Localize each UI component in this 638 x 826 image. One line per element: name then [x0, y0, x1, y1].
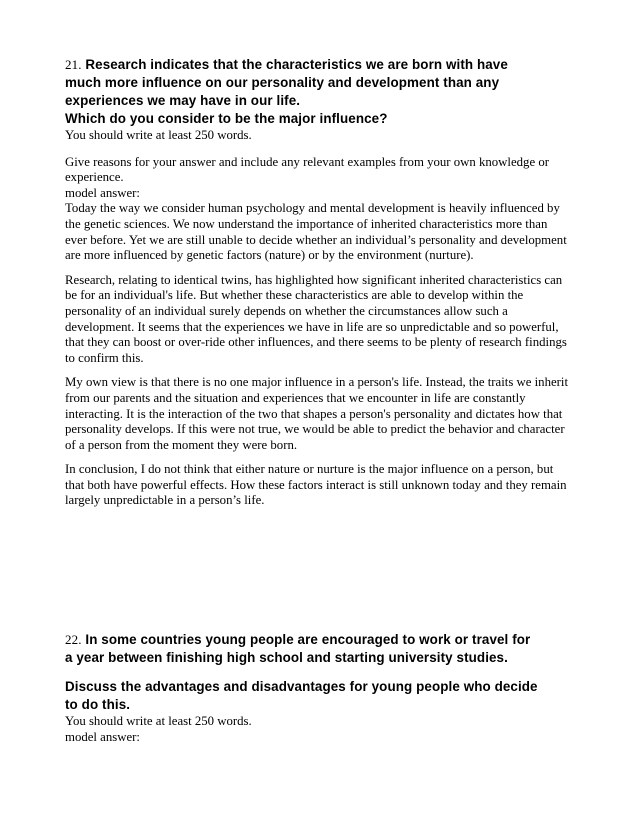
q21-number: 21.: [65, 57, 82, 72]
question-21-section: [65, 56, 575, 509]
q21-title: 21. Research indicates that the characteristics we are born with have much more influence on our personality and development than any experiences we may have in our life. Which do you consider to be the major influence?: [65, 57, 508, 126]
q21-paragraph-1: Today the way we consider human psychology and mental development is heavily influenced by the genetic sciences. We now understand the importance of inherited characteristics more than ever before. Yet we are still unable to decide whether an individual’s personality and development are more influenced by genetic factors (nature) or by the environment (nurture).: [65, 201, 567, 263]
q21-instruction: You should write at least 250 words.: [65, 128, 252, 142]
q21-paragraph-2: Research, relating to identical twins, has highlighted how significant inherited characteristics can be for an individual's life. But whether these characteristics are able to develop within the personality of an individual surely depends on whether the circumstances allow such a development. It seems that the experiences we have in life are so unpredictable and so powerful, that they can boost or over-ride other influences, and there seems to be plenty of research findings to confirm this.: [65, 272, 567, 365]
q22-model-label: model answer:: [65, 729, 140, 744]
q22-instruction: You should write at least 250 words.: [65, 714, 252, 728]
q22-title: 22. In some countries young people are encouraged to work or travel for a year between finishing high school and starting university studies.: [65, 632, 531, 665]
q21-paragraph-3: My own view is that there is no one major influence in a person's life. Instead, the traits we inherit from our parents and the situation and experiences that we encounter in life are constantly interacting. It is the interaction of the two that shapes a person's personality and dictates how that personality develops. If this were not true, we would be able to predict the behavior and character of a person from the moment they were born.: [65, 375, 569, 452]
q21-paragraph-4: In conclusion, I do not think that either nature or nurture is the major influence on a person, but that both have powerful effects. How these factors interact is still unknown today and they remain largely unpredictable in a person’s life.: [65, 462, 567, 508]
q21-prompt: Give reasons for your answer and include any relevant examples from your own knowledge or experience.: [65, 154, 549, 185]
question-22-section: [65, 631, 575, 745]
q22-discuss: Discuss the advantages and disadvantages for young people who decide to do this.: [65, 679, 538, 712]
q22-number: 22.: [65, 632, 82, 647]
q21-model-label: model answer:: [65, 185, 140, 200]
